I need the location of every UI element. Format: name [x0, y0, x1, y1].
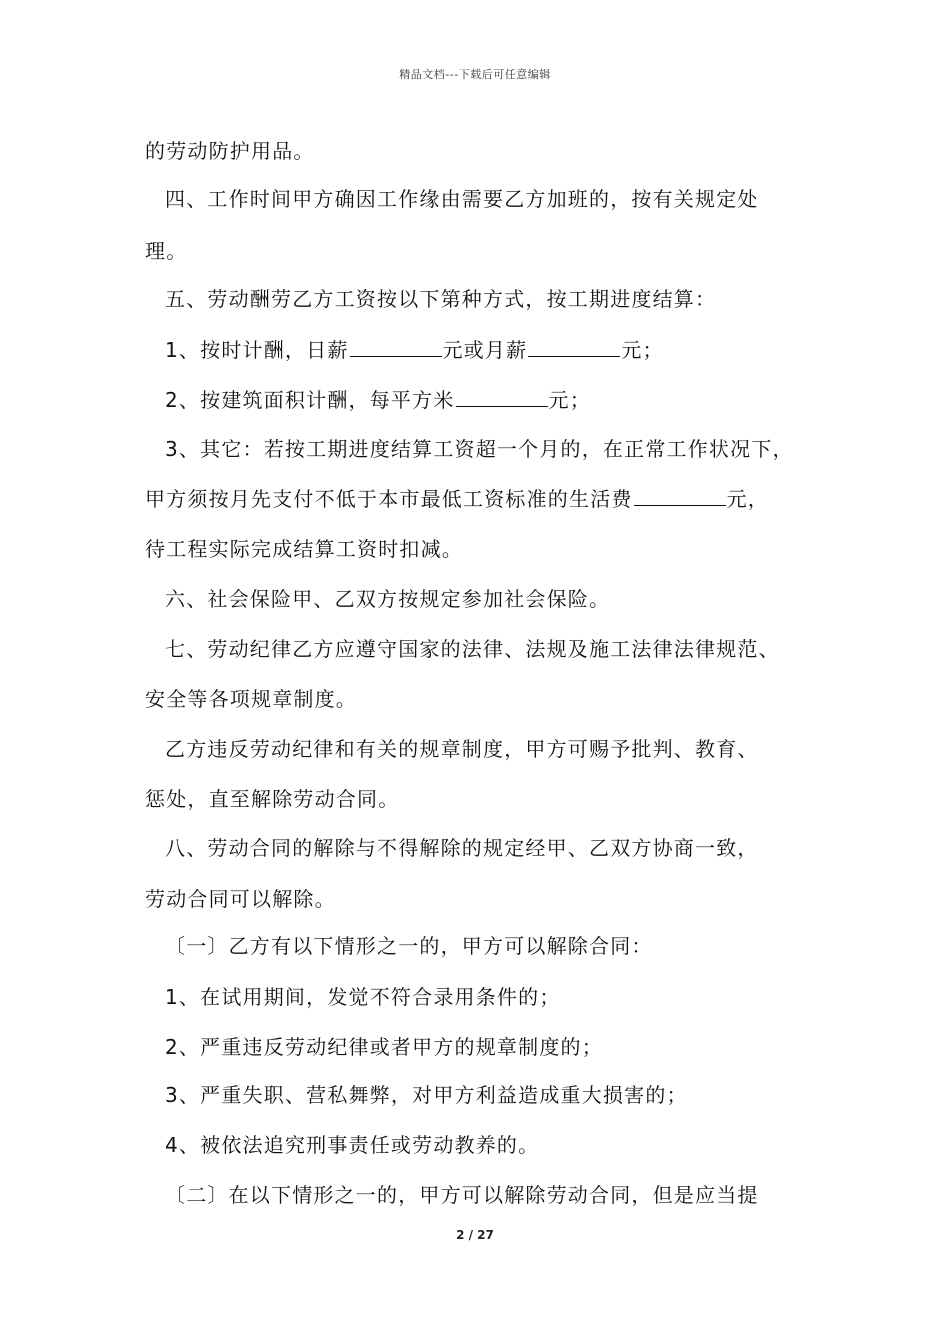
- page-header: 精品文档---下载后可任意编辑: [399, 68, 551, 81]
- text-line: 1、在试用期间，发觉不符合录用条件的；: [165, 985, 561, 1009]
- text-line: 劳动合同可以解除。: [145, 887, 336, 911]
- text-line: 〔二〕在以下情形之一的，甲方可以解除劳动合同，但是应当提: [165, 1183, 759, 1207]
- page-number: 2 / 27: [456, 1228, 494, 1242]
- text-line: 八、劳动合同的解除与不得解除的规定经甲、乙双方协商一致，: [165, 836, 759, 860]
- text-line: 2、严重违反劳动纪律或者甲方的规章制度的；: [165, 1035, 603, 1059]
- text-segment: 元，: [726, 487, 770, 511]
- text-segment: 1、按时计酬，日薪: [165, 338, 349, 362]
- text-line: 七、劳动纪律乙方应遵守国家的法律、法规及施工法律法律规范、: [165, 637, 780, 661]
- text-line: 六、社会保险甲、乙双方按规定参加社会保险。: [165, 587, 611, 611]
- text-line: 五、劳动酬劳乙方工资按以下第种方式，按工期进度结算：: [165, 287, 717, 311]
- text-line: 理。: [145, 239, 188, 263]
- text-segment: 元；: [621, 338, 664, 362]
- text-line: 的劳动防护用品。: [145, 139, 315, 163]
- text-segment: 元或月薪: [442, 338, 528, 362]
- text-line: 3、严重失职、营私舞弊，对甲方利益造成重大损害的；: [165, 1083, 688, 1107]
- text-line: 安全等各项规章制度。: [145, 687, 357, 711]
- fill-blank-per-square-meter[interactable]: [456, 388, 548, 407]
- text-line: 乙方违反劳动纪律和有关的规章制度，甲方可赐予批判、教育、: [165, 737, 759, 761]
- text-line: 待工程实际完成结算工资时扣减。: [145, 537, 463, 561]
- text-segment: 元；: [548, 388, 591, 412]
- text-line: 惩处，直至解除劳动合同。: [145, 787, 400, 811]
- text-line: 〔一〕乙方有以下情形之一的，甲方可以解除合同：: [165, 934, 653, 958]
- text-line: 四、工作时间甲方确因工作缘由需要乙方加班的，按有关规定处: [165, 187, 759, 211]
- text-segment: 2、按建筑面积计酬，每平方米: [165, 388, 455, 412]
- fill-blank-daily-wage[interactable]: [350, 338, 442, 357]
- text-segment: 甲方须按月先支付不低于本市最低工资标准的生活费: [145, 487, 633, 511]
- fill-blank-living-expense[interactable]: [634, 487, 726, 506]
- fill-blank-monthly-wage[interactable]: [528, 338, 620, 357]
- text-line: 4、被依法追究刑事责任或劳动教养的。: [165, 1133, 540, 1157]
- text-line: 3、其它：若按工期进度结算工资超一个月的，在正常工作状况下，: [165, 437, 794, 461]
- text-line: [165, 385, 591, 415]
- text-line: [145, 484, 769, 514]
- text-line: [165, 335, 664, 365]
